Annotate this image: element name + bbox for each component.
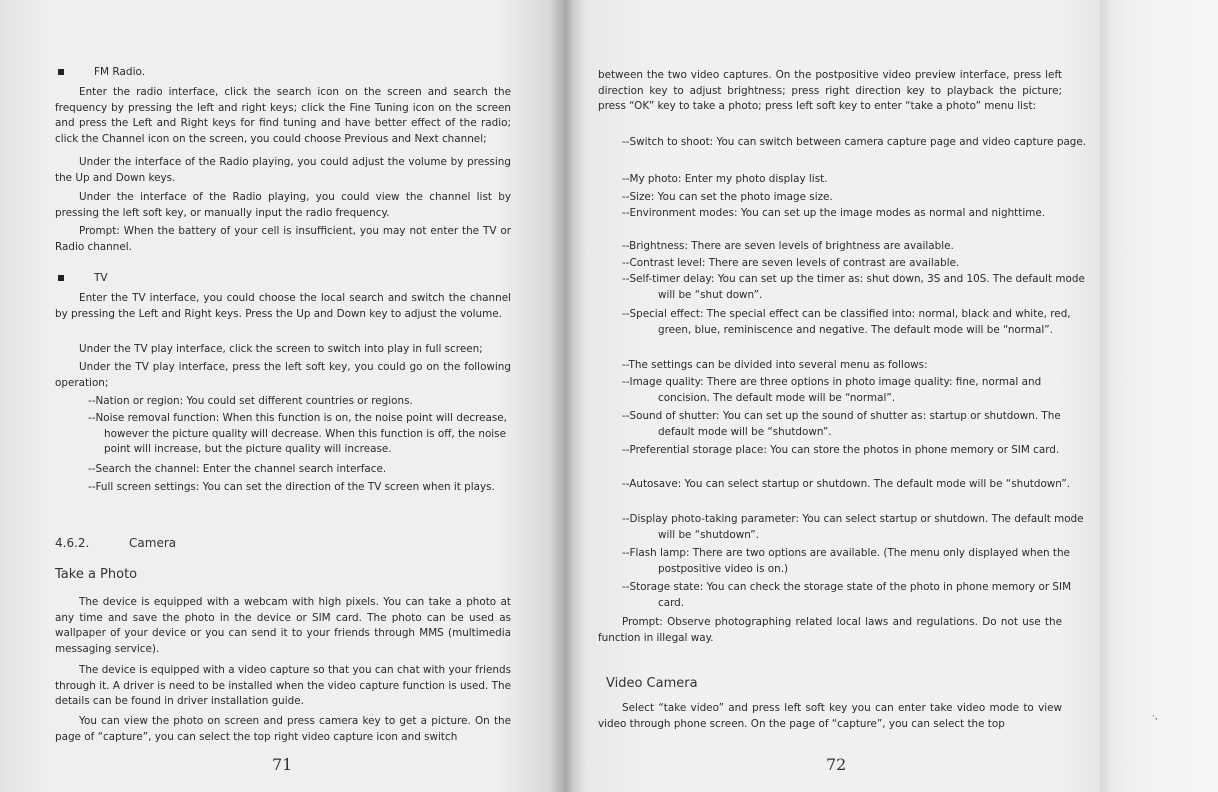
tv-title: TV <box>94 272 108 284</box>
video-camera-paragraph: Select “take video” and press left soft key you can enter take video mode to view video through phone screen. On the page of “capture”, you can select the top <box>598 702 1062 730</box>
tv-heading <box>58 272 108 284</box>
tv-paragraph-3: Under the TV play interface, press the left soft key, you could go on the following operation; <box>55 361 511 389</box>
camera-item-settings: --The settings can be divided into several menu as follows: <box>622 359 928 371</box>
camera-item-autosave: --Autosave: You can select startup or shutdown. The default mode will be “shutdown”. <box>622 478 1071 490</box>
tv-paragraph-2: Under the TV play interface, click the screen to switch into play in full screen; <box>79 343 483 355</box>
camera-item-self-timer: --Self-timer delay: You can set up the timer as: shut down, 3S and 10S. The default mode will be “shut down”. <box>622 273 1085 301</box>
bullet-icon <box>58 69 64 75</box>
take-photo-paragraph-3: You can view the photo on screen and press camera key to get a picture. On the page of “capture”, you can select the top right video capture icon and switch <box>55 715 511 743</box>
tv-paragraph-1: Enter the TV interface, you could choose the local search and switch the channel by pressing the Left and Right keys. Press the Up and Down key to adjust the volume. <box>55 292 511 320</box>
camera-item-special-effect: --Special effect: The special effect can be classified into: normal, black and white, red, green, blue, reminiscence and negative. The default mode will be “normal”. <box>622 308 1071 336</box>
camera-item-switch: --Switch to shoot: You can switch between camera capture page and video capture page. <box>622 136 1087 148</box>
tv-item-nation: --Nation or region: You could set different countries or regions. <box>88 395 413 407</box>
tv-item-search: --Search the channel: Enter the channel search interface. <box>88 463 387 475</box>
take-photo-paragraph-2: The device is equipped with a video capture so that you can chat with your friends through it. A driver is need to be installed when the video capture function is used. The details can be found in driver installation guide. <box>55 664 511 708</box>
camera-item-environment: --Environment modes: You can set up the image modes as normal and nighttime. <box>622 207 1046 219</box>
tv-item-noise: --Noise removal function: When this function is on, the noise point will decrease, however the picture quality will decrease. When this function is off, the noise point will increase, but the picture quality will increase. <box>88 412 507 456</box>
tv-item-fullscreen: --Full screen settings: You can set the direction of the TV screen when it plays. <box>88 481 495 493</box>
fm-radio-paragraph-2: Under the interface of the Radio playing, you could adjust the volume by pressing the Up and Down keys. <box>55 156 511 184</box>
camera-item-size: --Size: You can set the photo image size. <box>622 191 833 203</box>
camera-item-storage-state: --Storage state: You can check the storage state of the photo in phone memory or SIM card. <box>622 581 1072 609</box>
section-title: Camera <box>129 536 177 550</box>
camera-item-my-photo: --My photo: Enter my photo display list. <box>622 173 828 185</box>
fm-radio-prompt: Prompt: When the battery of your cell is insufficient, you may not enter the TV or Radio channel. <box>55 225 511 253</box>
fm-radio-heading <box>58 66 145 78</box>
page-number-right: 72 <box>826 755 847 774</box>
fm-radio-paragraph-3: Under the interface of the Radio playing, you could view the channel list by pressing the left soft key, or manually input the radio frequency. <box>55 191 511 219</box>
fm-radio-title: FM Radio. <box>94 66 146 78</box>
camera-prompt: Prompt: Observe photographing related local laws and regulations. Do not use the function in illegal way. <box>598 616 1062 644</box>
page-edge <box>1100 0 1218 792</box>
camera-item-image-quality: --Image quality: There are three options in photo image quality: fine, normal and concision. The default mode will be “normal”. <box>622 376 1042 404</box>
camera-item-display-parameter: --Display photo-taking parameter: You can select startup or shutdown. The default mode will be “shutdown”. <box>622 513 1084 541</box>
bullet-icon <box>58 275 64 281</box>
camera-item-flash-lamp: --Flash lamp: There are two options are available. (The menu only displayed when the postpositive video is on.) <box>622 547 1070 575</box>
camera-item-brightness: --Brightness: There are seven levels of brightness are available. <box>622 240 954 252</box>
section-number: 4.6.2. <box>55 536 90 550</box>
page-number-left: 71 <box>272 755 293 774</box>
camera-item-storage-place: --Preferential storage place: You can store the photos in phone memory or SIM card. <box>622 444 1060 456</box>
camera-item-contrast: --Contrast level: There are seven levels of contrast are available. <box>622 257 960 269</box>
fm-radio-paragraph-1: Enter the radio interface, click the search icon on the screen and search the frequency by pressing the left and right keys; click the Fine Tuning icon on the screen and press the Left and Right keys for find tuning and have better effect of the radio; click the Channel icon on the screen, you could choose Previous and Next channel; <box>55 86 511 145</box>
camera-intro: between the two video captures. On the postpositive video preview interface, press left direction key to adjust brightness; press right direction key to playback the picture; press “OK” key to take a photo; press left soft key to enter “take a photo” menu list: <box>598 69 1062 113</box>
section-heading <box>55 536 176 550</box>
take-photo-title: Take a Photo <box>55 567 138 582</box>
speck-mark: ·, <box>1152 712 1158 722</box>
video-camera-title: Video Camera <box>606 676 698 691</box>
book-gutter <box>548 0 584 792</box>
camera-item-shutter-sound: --Sound of shutter: You can set up the sound of shutter as: startup or shutdown. The default mode will be “shutdown”. <box>622 410 1061 438</box>
take-photo-paragraph-1: The device is equipped with a webcam with high pixels. You can take a photo at any time and save the photo in the device or SIM card. The photo can be used as wallpaper of your device or you can send it to your friends through MMS (multimedia messaging service). <box>55 596 511 655</box>
